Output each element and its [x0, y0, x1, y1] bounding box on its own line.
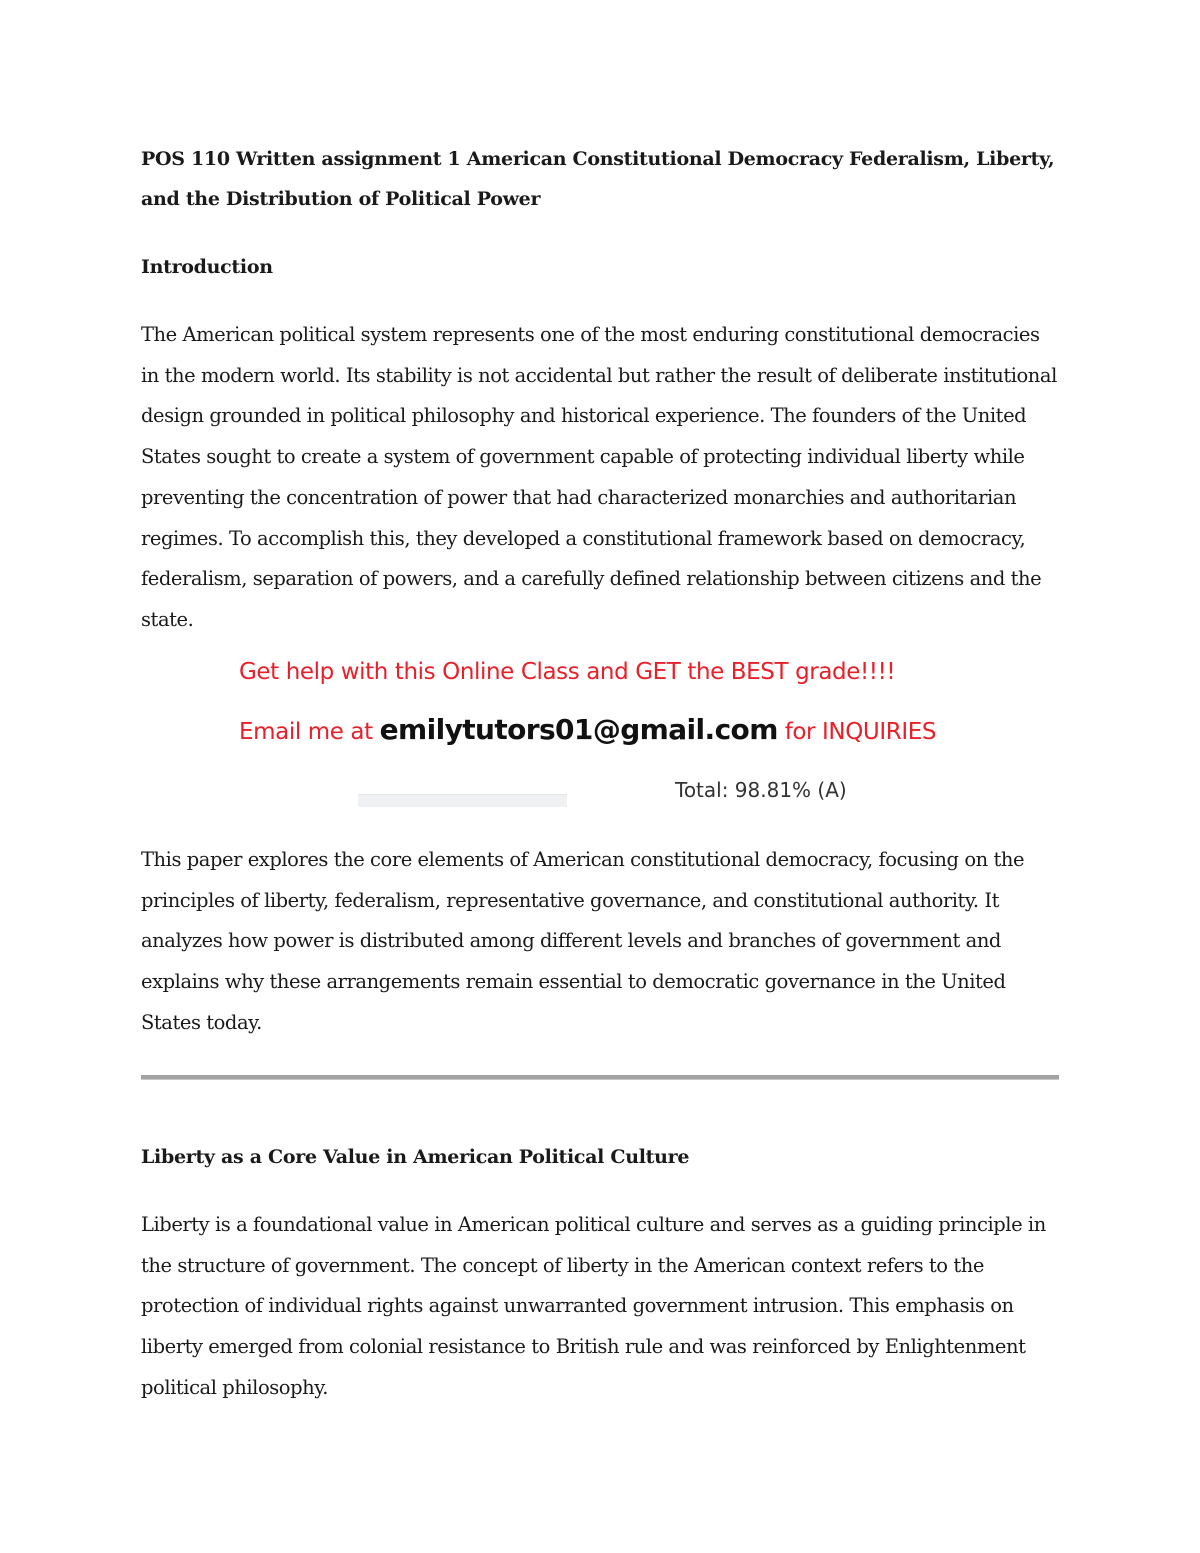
liberty-paragraph: Liberty is a foundational value in American political culture and serves as a guiding principle in the structure of government. The concept of liberty in the American context refers to the protection of individual rights against unwarranted government intrusion. This emphasis on liberty emerged from colonial resistance to British rule and was reinforced by Enlightenment political philosophy. — [141, 1213, 1046, 1399]
scope-paragraph: This paper explores the core elements of American constitutional democracy, focusing on the principles of liberty, federalism, representative governance, and constitutional authority. It analyzes how power is distributed among different levels and branches of government and explains why these arrangements remain essential to democratic governance in the United States today. — [141, 848, 1025, 1034]
score-bar — [358, 794, 567, 807]
promo-headline: Get help with this Online Class and GET the BEST grade!!!! — [239, 659, 896, 685]
scope-block — [141, 840, 1061, 1044]
intro-paragraph: The American political system represents one of the most enduring constitutional democracies in the modern world. Its stability is not accidental but rather the result of deliberate institutional design grounded in political philosophy and historical experience. The founders of the United States sought to create a system of government capable of protecting individual liberty while preventing the concentration of power that had characterized monarchies and authoritarian regimes. To accomplish this, they developed a constitutional framework based on democracy, federalism, separation of powers, and a carefully defined relationship between citizens and the state. — [141, 323, 1057, 631]
promo-email-address: emilytutors01@gmail.com — [379, 713, 778, 746]
section-divider — [141, 1075, 1059, 1080]
intro-block — [141, 139, 1061, 641]
liberty-heading: Liberty as a Core Value in American Political Culture — [141, 1146, 690, 1168]
score-total: Total: 98.81% (A) — [675, 778, 847, 802]
intro-heading: Introduction — [141, 256, 273, 278]
liberty-block — [141, 1137, 1061, 1409]
promo-email-suffix: for INQUIRIES — [777, 719, 937, 745]
promo-email-prefix: Email me at — [239, 719, 380, 745]
document-title: POS 110 Written assignment 1 American Constitutional Democracy Federalism, Liberty, and the Distribution of Political Power — [141, 148, 1055, 210]
promo-contact-line — [239, 713, 936, 746]
